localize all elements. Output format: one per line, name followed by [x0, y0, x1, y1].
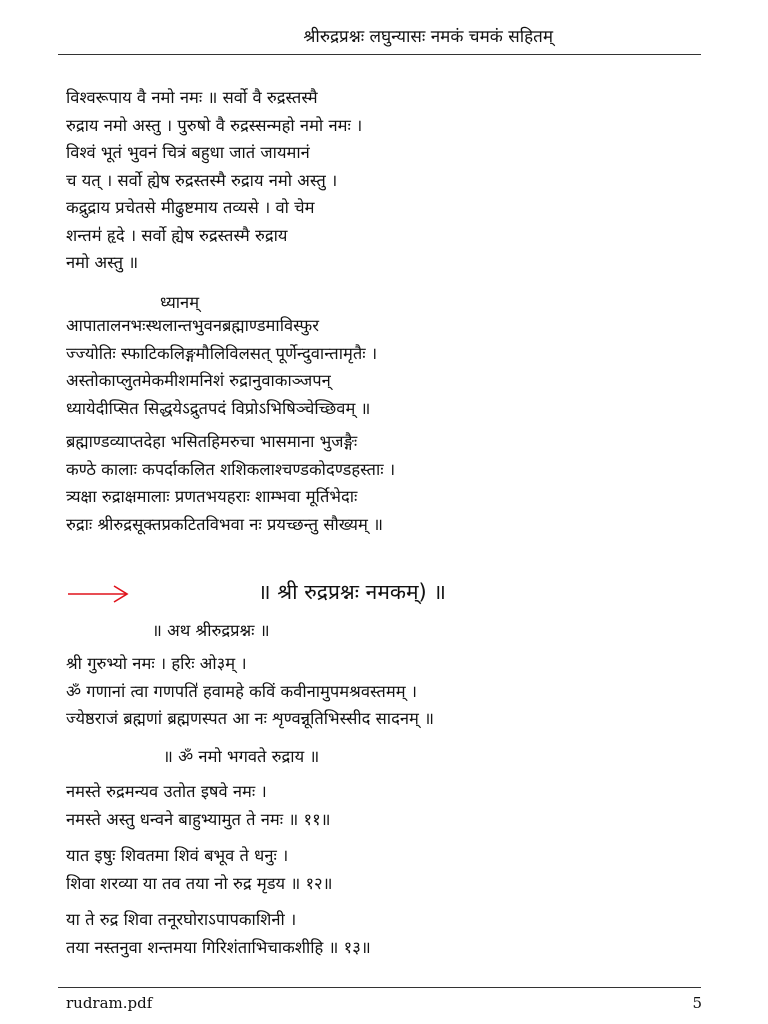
text-line: श्री गुरुभ्यो नमः । हरिः ओ३म् ।: [66, 654, 247, 673]
text-line: अस्तोकाप्लुतमेकमीशमनिशं रुद्रानुवाकाञ्जपन्: [66, 371, 331, 390]
text-line: नमस्ते रुद्रमन्यव उतोत इषवे नमः ।: [66, 782, 267, 801]
paragraph-7: [66, 906, 371, 961]
text-line: कण्ठे कालाः कपर्दाकलित शशिकलाश्चण्डकोदण्डहस्ताः ।: [66, 459, 396, 479]
text-line: आपातालनभःस्थलान्तभुवनब्रह्माण्डमाविस्फुर: [66, 316, 320, 335]
paragraph-1: [66, 84, 362, 277]
paragraph-5: [66, 778, 331, 833]
text-line: विश्वं भूतं भुवनं चित्रं बहुधा जातं जायमानं: [66, 143, 310, 162]
text-line: त्र्यक्षा रुद्राक्षमालाः प्रणतभयहराः शाम्भवा मूर्तिभेदाः: [66, 487, 358, 506]
text-line: यात इषुः शिवतमा शिवं बभूव ते धनुः ।: [66, 846, 289, 865]
text-line: शन्तम॑ हृदे । सर्वो ह्येष रुद्रस्तस्मै रुद्राय: [66, 225, 288, 245]
footer-divider: [58, 987, 701, 988]
text-line: शिवा शरव्या या तव तया नो रुद्र मृडय ॥ १२॥: [66, 873, 333, 893]
text-line: या ते रुद्र शिवा तनूरघोराऽपापकाशिनी ।: [66, 910, 297, 929]
om-heading: ॥ ॐ नमो भगवते रुद्राय ॥: [163, 747, 320, 766]
text-line: ॐ गणानां त्वा गणपति॑ हवामहे कविं कवीनामुपमश्रवस्तमम् ।: [66, 681, 418, 701]
paragraph-6: [66, 842, 333, 897]
text-line: विश्वरूपाय वै नमो नमः ॥ सर्वो वै रुद्रस्तस्मै: [66, 88, 318, 107]
dhyanam-heading: ध्यानम्: [160, 293, 200, 312]
text-line: नमो अस्तु ॥: [66, 253, 139, 272]
text-line: ध्यायेदीप्सित सिद्धयेऽद्रुतपदं विप्रोऽभिषिञ्चेच्छिवम् ॥: [66, 398, 371, 418]
page-header: [58, 18, 701, 55]
text-line: च यत् । सर्वो ह्येष रुद्रस्तस्मै रुद्राय नमो अस्तु ।: [66, 170, 338, 190]
text-line: ब्रह्माण्डव्याप्तदेहा भसितहिमरुचा भासमाना भुजङ्गैः: [66, 432, 358, 451]
atha-heading: ॥ अथ श्रीरुद्रप्रश्नः ॥: [152, 621, 270, 640]
text-line: नमस्ते अस्तु धन्वने बाहुभ्यामुत ते नमः ॥ ११॥: [66, 809, 331, 829]
text-line: ज्ज्योतिः स्फाटिकलिङ्गमौलिविलसत् पूर्णेन्दुवान्तामृतैः ।: [66, 343, 378, 363]
page-number: 5: [692, 994, 702, 1012]
text-line: तया नस्तनुवा शन्तमया गिरिशंताभिचाकशीहि ॥ १३॥: [66, 937, 371, 957]
footer-filename: rudram.pdf: [66, 994, 153, 1012]
text-line: रुद्राः श्रीरुद्रसूक्तप्रकटितविभवा नः प्रयच्छन्तु सौख्यम् ॥: [66, 514, 383, 534]
header-title: श्रीरुद्रप्रश्नः लघुन्यासः नमकं चमकं सहितम्: [303, 27, 553, 47]
text-line: रुद्राय नमो अस्तु । पुरुषो वै रुद्रस्सन्महो नमो नमः ।: [66, 115, 363, 135]
right-arrow-icon: [66, 582, 130, 606]
section-title-namakam: ॥ श्री रुद्रप्रश्नः नमकम्) ॥: [258, 580, 447, 604]
paragraph-3: [66, 428, 395, 538]
text-line: ज्येष्ठराजं ब्रह्मणां ब्रह्मणस्पत आ नः शृण्वन्नूतिभिस्सीद सादनम् ॥: [66, 709, 434, 728]
paragraph-4: [66, 650, 434, 733]
paragraph-2: [66, 312, 377, 422]
text-line: कद्रुद्राय प्रचेतसे मीढुष्टमाय तव्यसे । वो चेम: [66, 198, 315, 217]
